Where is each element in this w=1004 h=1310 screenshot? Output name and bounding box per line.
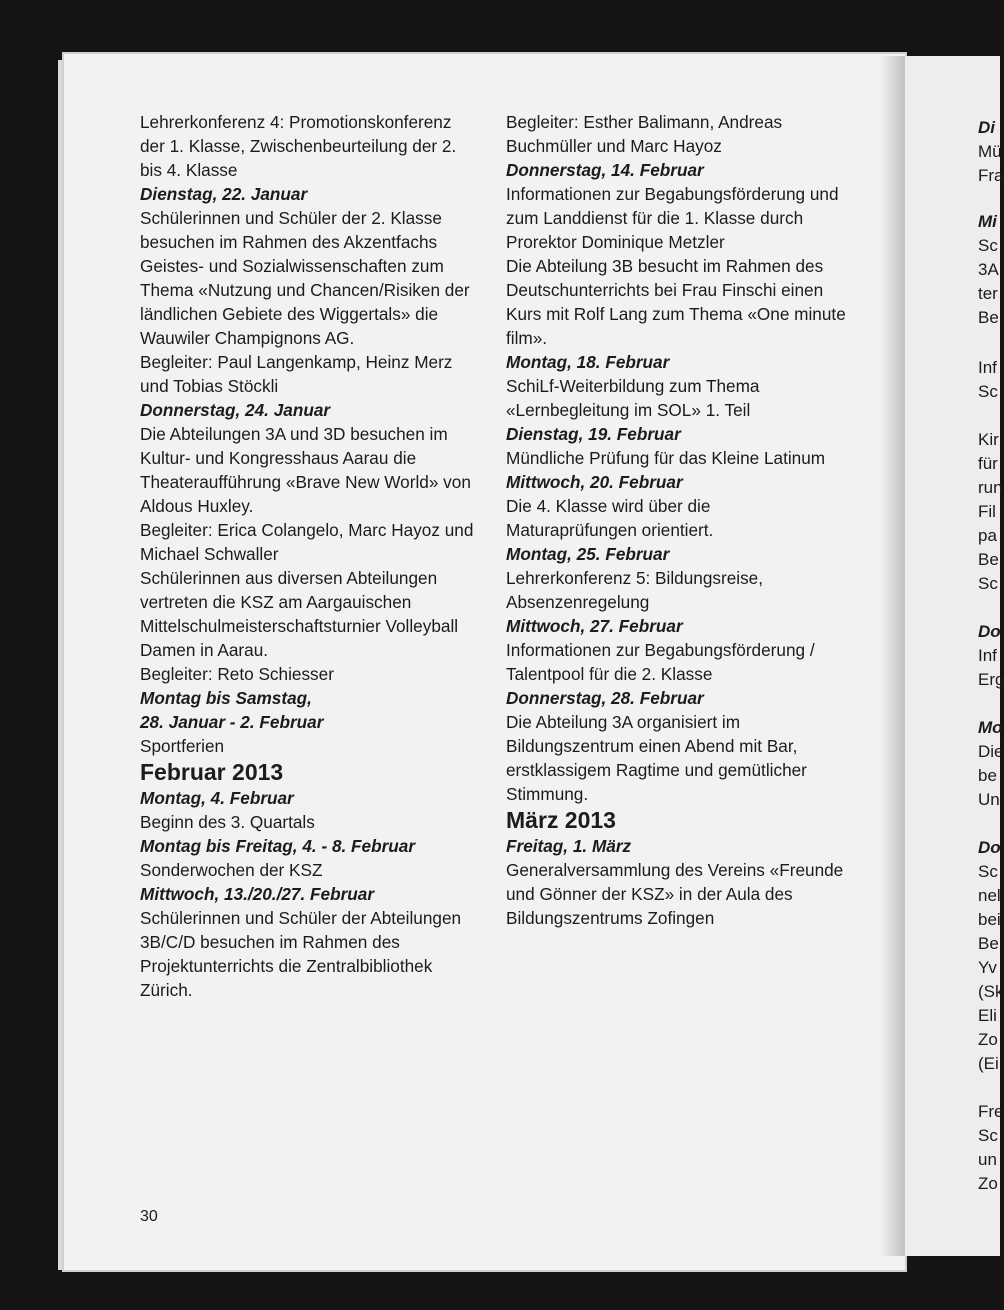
- right-page-fragment: Sc: [978, 236, 998, 255]
- right-page-fragment: be: [978, 766, 997, 785]
- right-page-fragment: Sc: [978, 382, 998, 401]
- right-page-fragment: Un: [978, 790, 1000, 809]
- entry-text: Lehrerkonferenz 5: Bildungsreise, Absenzenregelung: [506, 568, 764, 612]
- right-page-fragment: Eli: [978, 1006, 997, 1025]
- right-page-fragment: Fre: [978, 1102, 1004, 1121]
- right-page-fragment: Sc: [978, 862, 998, 881]
- entry-text: Begleiter: Erica Colangelo, Marc Hayoz und Michael Schwaller: [140, 520, 474, 564]
- entry-date: Montag, 25. Februar: [506, 544, 670, 564]
- right-page-fragment: Fil: [978, 502, 996, 521]
- right-page-fragment: run: [978, 478, 1003, 497]
- right-page-fragment: nel: [978, 886, 1001, 905]
- entry-text: Sportferien: [140, 736, 225, 756]
- right-page-fragment: Die: [978, 742, 1004, 761]
- right-page-fragment: Inf: [978, 358, 997, 377]
- right-page-fragment: Do: [978, 838, 1001, 857]
- right-page-fragment: bei: [978, 910, 1001, 929]
- right-page-fragment: Mü: [978, 142, 1002, 161]
- entry-date: Dienstag, 22. Januar: [140, 184, 308, 204]
- right-page-fragment: Yv: [978, 958, 997, 977]
- entry-date: Dienstag, 19. Februar: [506, 424, 681, 444]
- entry-text: Schülerinnen und Schüler der 2. Klasse besuchen im Rahmen des Akzentfachs Geistes- und Sozialwissenschaften zum Thema «Nutzung und Chancen/Risiken der ländlichen Gebiete des Wiggertals» die Wauwiler Champignons AG.: [140, 208, 470, 348]
- right-page-fragment: Be: [978, 550, 999, 569]
- entry-text: Die 4. Klasse wird über die Maturaprüfungen orientiert.: [506, 496, 714, 540]
- entry-text: Schülerinnen aus diversen Abteilungen vertreten die KSZ am Aargauischen Mittelschulmeisterschaftsturnier Volleyball Damen in Aarau.: [140, 568, 459, 660]
- right-page-fragment: Sc: [978, 1126, 998, 1145]
- right-page-fragment: Sc: [978, 574, 998, 593]
- entry-text: Lehrerkonferenz 4: Promotionskonferenz der 1. Klasse, Zwischenbeurteilung der 2. bis 4. Klasse: [140, 112, 457, 180]
- right-column: [506, 110, 846, 930]
- entry-text: Sonderwochen der KSZ: [140, 860, 323, 880]
- entry-date: Montag bis Freitag, 4. - 8. Februar: [140, 836, 416, 856]
- right-page-fragment: un: [978, 1150, 997, 1169]
- month-heading: Februar 2013: [140, 759, 284, 785]
- entry-date: Donnerstag, 24. Januar: [140, 400, 331, 420]
- right-page-fragment: (Ei: [978, 1054, 999, 1073]
- right-page-fragment: pa: [978, 526, 997, 545]
- right-page-fragment: Di: [978, 118, 995, 137]
- entry-date: Montag bis Samstag,: [140, 688, 312, 708]
- entry-text: SchiLf-Weiterbildung zum Thema «Lernbegleitung im SOL» 1. Teil: [506, 376, 760, 420]
- right-page-fragment: Be: [978, 308, 999, 327]
- page-number: 30: [140, 1208, 158, 1225]
- entry-date: Freitag, 1. März: [506, 836, 632, 856]
- entry-text: Mündliche Prüfung für das Kleine Latinum: [506, 448, 826, 468]
- entry-text: Generalversammlung des Vereins «Freunde und Gönner der KSZ» in der Aula des Bildungszentrums Zofingen: [506, 860, 844, 928]
- right-page-fragment: Be: [978, 934, 999, 953]
- right-page-fragment: (Sk: [978, 982, 1004, 1001]
- entry-date: 28. Januar - 2. Februar: [140, 712, 324, 732]
- entry-date: Donnerstag, 28. Februar: [506, 688, 704, 708]
- entry-text: Die Abteilungen 3A und 3D besuchen im Kultur- und Kongresshaus Aarau die Theateraufführung «Brave New World» von Aldous Huxley.: [140, 424, 471, 516]
- entry-date: Mittwoch, 20. Februar: [506, 472, 683, 492]
- right-page-fragment: Zo: [978, 1030, 998, 1049]
- entry-text: Die Abteilung 3A organisiert im Bildungszentrum einen Abend mit Bar, erstklassigem Ragtime und gemütlicher Stimmung.: [506, 712, 807, 804]
- right-page-fragment: für: [978, 454, 998, 473]
- entry-text: Informationen zur Begabungsförderung / Talentpool für die 2. Klasse: [506, 640, 815, 684]
- entry-text: Die Abteilung 3B besucht im Rahmen des Deutschunterrichts bei Frau Finschi einen Kurs mit Rolf Lang zum Thema «One minute film».: [506, 256, 846, 348]
- entry-date: Mittwoch, 13./20./27. Februar: [140, 884, 375, 904]
- entry-date: Montag, 18. Februar: [506, 352, 670, 372]
- entry-text: Begleiter: Paul Langenkamp, Heinz Merz und Tobias Stöckli: [140, 352, 453, 396]
- entry-text: Informationen zur Begabungsförderung und zum Landdienst für die 1. Klasse durch Prorektor Dominique Metzler: [506, 184, 839, 252]
- right-page-fragment: Do: [978, 622, 1001, 641]
- right-page-fragment: Fra: [978, 166, 1004, 185]
- entry-date: Mittwoch, 27. Februar: [506, 616, 683, 636]
- right-page-fragment: ter: [978, 284, 998, 303]
- right-page-fragment: Mo: [978, 718, 1003, 737]
- entry-date: Donnerstag, 14. Februar: [506, 160, 704, 180]
- right-page-fragment: 3A: [978, 260, 999, 279]
- left-column: [140, 110, 480, 1002]
- right-page-fragment: Erg: [978, 670, 1004, 689]
- entry-text: Beginn des 3. Quartals: [140, 812, 315, 832]
- right-page-fragment: Mi: [978, 212, 997, 231]
- entry-text: Begleiter: Reto Schiesser: [140, 664, 334, 684]
- entry-text: Begleiter: Esther Balimann, Andreas Buchmüller und Marc Hayoz: [506, 112, 783, 156]
- right-page-fragment: Kir: [978, 430, 999, 449]
- right-page-fragment: Inf: [978, 646, 997, 665]
- entry-date: Montag, 4. Februar: [140, 788, 294, 808]
- right-page-fragment: Zo: [978, 1174, 998, 1193]
- entry-text: Schülerinnen und Schüler der Abteilungen 3B/C/D besuchen im Rahmen des Projektunterrichts die Zentralbibliothek Zürich.: [140, 908, 462, 1000]
- month-heading: März 2013: [506, 807, 616, 833]
